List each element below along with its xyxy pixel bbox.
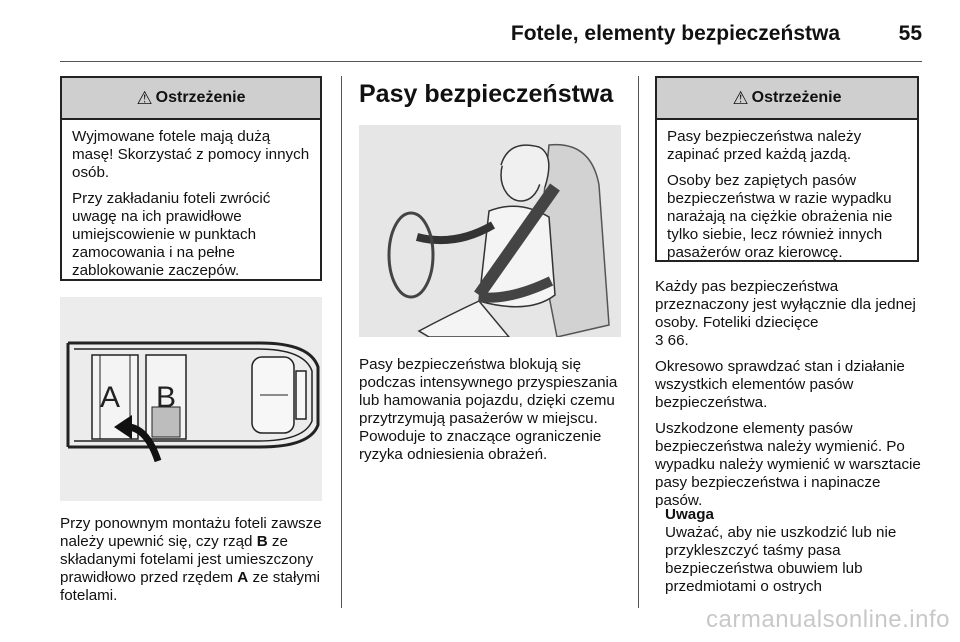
seatbelt-illustration bbox=[359, 125, 621, 337]
page-number: 55 bbox=[898, 22, 922, 45]
header-title: Fotele, elementy bezpieczeństwa bbox=[510, 22, 840, 45]
note-label: Uwaga bbox=[665, 506, 714, 523]
warning-triangle-icon: ⚠ bbox=[136, 87, 153, 108]
warning-title-right: Ostrzeżenie bbox=[751, 89, 842, 106]
note-text: Uważać, aby nie uszkodzić lub nie przykleszczyć taśmy pasa bezpieczeństwa obuwiem lub przedmiotami o ostrych bbox=[665, 524, 897, 595]
warning-header bbox=[62, 78, 320, 120]
paragraph-replacement: Uszkodzone elementy pasów bezpieczeństwa należy wymienić. Po wypadku należy wymienić w warsztacie pasy bezpieczeństwa i napinacze pasów. bbox=[655, 420, 921, 509]
paragraph-inspection: Okresowo sprawdzać stan i działanie wszystkich elementów pasów bezpieczeństwa. bbox=[655, 358, 905, 411]
caption-text-1: Przy ponownym montażu foteli zawsze należy upewnić się, czy rząd bbox=[60, 515, 322, 550]
paragraph-single-person-text: Każdy pas bezpieczeństwa przeznaczony jest wyłącznie dla jednej osoby. Foteliki dziecięce bbox=[655, 278, 916, 331]
column-divider-right bbox=[638, 76, 639, 608]
warning-text-right-2: Osoby bez zapiętych pasów bezpieczeństwa w razie wypadku narażają na ciężkie obrażenia nie tylko siebie, lecz również innych pasażerów oraz kierowcę. bbox=[667, 172, 893, 261]
warning-box-right bbox=[655, 76, 919, 262]
caption-row-b: B bbox=[256, 533, 268, 550]
warning-text-right-1: Pasy bezpieczeństwa należy zapinać przed każdą jazdą. bbox=[667, 128, 862, 163]
seatbelt-paragraph: Pasy bezpieczeństwa blokują się podczas intensywnego przyspieszania lub hamowania pojazdu, dzięki czemu przytrzymują pasażerów w miejscu. Powoduje to znaczące ograniczenie ryzyka odniesienia obrażeń. bbox=[359, 356, 618, 463]
watermark: carmanualsonline.info bbox=[706, 606, 950, 633]
caption-row-a: A bbox=[237, 569, 249, 586]
warning-body-right bbox=[657, 120, 917, 270]
paragraph-single-person bbox=[655, 278, 925, 350]
column-divider-left bbox=[341, 76, 342, 608]
seat-rows-figure bbox=[60, 297, 322, 501]
warning-text-1: Wyjmowane fotele mają dużą masę! Skorzystać z pomocy innych osób. bbox=[72, 128, 310, 181]
warning-header-right bbox=[657, 78, 917, 120]
seat-row-b-label: B bbox=[156, 381, 177, 414]
right-paragraphs bbox=[655, 278, 925, 518]
page-header bbox=[60, 16, 922, 60]
caption-text-3: ze stałymi fotelami. bbox=[60, 569, 320, 604]
note-block bbox=[665, 506, 925, 596]
section-title: Pasy bezpieczeństwa bbox=[359, 80, 614, 108]
page-reference-link[interactable]: 3 66. bbox=[655, 332, 689, 349]
warning-body bbox=[62, 120, 320, 288]
header-rule bbox=[60, 61, 922, 62]
warning-text-2: Przy zakładaniu foteli zwrócić uwagę na ich prawidłowe umiejscowienie w punktach zamocowania i na pełne zablokowanie zaczepów. bbox=[72, 190, 271, 279]
warning-box-left bbox=[60, 76, 322, 281]
seatbelt-figure bbox=[359, 125, 621, 337]
seat-row-a-label: A bbox=[100, 381, 121, 414]
seat-caption bbox=[60, 515, 330, 605]
caption-text-2: ze składanymi fotelami jest umieszczony prawidłowo przed rzędem bbox=[60, 533, 314, 586]
warning-triangle-icon: ⚠ bbox=[732, 87, 749, 108]
warning-title: Ostrzeżenie bbox=[155, 89, 246, 106]
